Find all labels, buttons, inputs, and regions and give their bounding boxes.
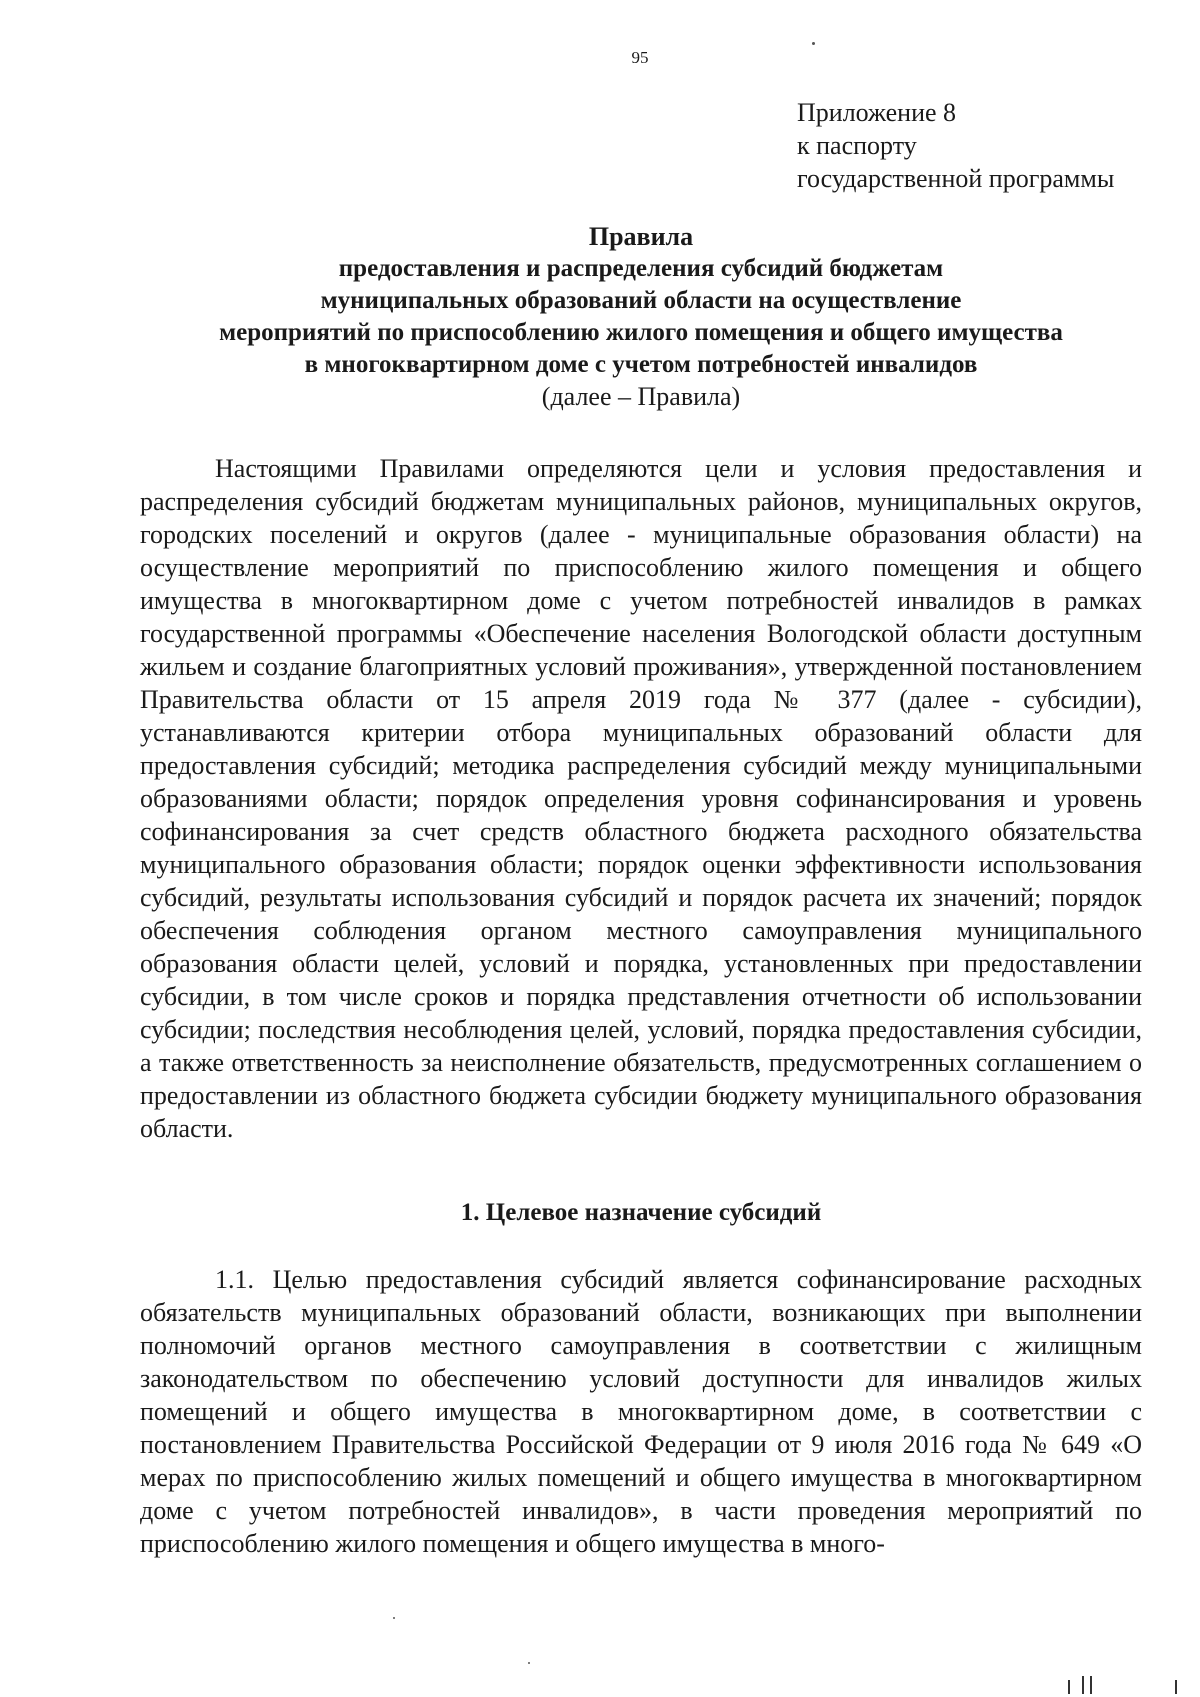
title-line-1: Правила (588, 222, 694, 251)
title-line-3: муниципальных образований области на осуществление (320, 287, 962, 314)
scan-edge-mark (1090, 1676, 1092, 1694)
appendix-line-1: Приложение 8 (797, 98, 957, 127)
title-line-2: предоставления и распределения субсидий бюджетам (338, 255, 944, 282)
scan-edge-mark (1068, 1680, 1070, 1694)
appendix-reference (797, 96, 1114, 195)
scan-speck (812, 42, 815, 45)
page-number: 95 (631, 48, 649, 67)
section-1-heading: 1. Целевое назначение субсидий (460, 1199, 822, 1226)
paragraph-1-1: 1.1. Целью предоставления субсидий является софинансирование расходных обязательств муниципальных образований области, возникающих при выполнении полномочий органов местного самоуправления в соответствии с жилищным законодательством по обеспечению условий доступности для инвалидов жилых помещений и общего имущества в многоквартирном доме, в соответствии с постановлением Правительства Российской Федерации от 9 июля 2016 года № 649 «О мерах по приспособлению жилых помещений и общего имущества в многоквартирном доме с учетом потребностей инвалидов», в части проведения мероприятий по приспособлению жилого помещения и общего имущества в много- (140, 1265, 1142, 1558)
title-line-4: мероприятий по приспособлению жилого помещения и общего имущества (219, 319, 1063, 346)
appendix-line-3: государственной программы (797, 164, 1115, 193)
title-note: (далее – Правила) (541, 382, 741, 411)
title-line-5: в многоквартирном доме с учетом потребностей инвалидов (304, 351, 978, 378)
appendix-line-2: к паспорту (797, 131, 917, 160)
scan-edge-mark (1082, 1676, 1084, 1694)
scan-speck (393, 1617, 395, 1619)
scan-edge-mark (1175, 1680, 1177, 1694)
document-title (140, 221, 1142, 413)
scan-speck (528, 1662, 530, 1664)
intro-paragraph: Настоящими Правилами определяются цели и условия предоставления и распределения субсидий бюджетам муниципальных районов, муниципальных округов, городских поселений и округов (далее - муниципальные образования области) на осуществление мероприятий по приспособлению жилого помещения и общего имущества в многоквартирном доме с учетом потребностей инвалидов в рамках государственной программы «Обеспечение населения Вологодской области доступным жильем и создание благоприятных условий проживания», утвержденной постановлением Правительства области от 15 апреля 2019 года № 377 (далее - субсидии), устанавливаются критерии отбора муниципальных образований области для предоставления субсидий; методика распределения субсидий между муниципальными образованиями области; порядок определения уровня софинансирования и уровень софинансирования за счет средств областного бюджета расходного обязательства муниципального образования области; порядок оценки эффективности использования субсидий, результаты использования субсидий и порядок расчета их значений; порядок обеспечения соблюдения органом местного самоуправления муниципального образования области целей, условий и порядка, установленных при предоставлении субсидии, в том числе сроков и порядка представления отчетности об использовании субсидии; последствия несоблюдения целей, условий, порядка предоставления субсидии, а также ответственность за неисполнение обязательств, предусмотренных соглашением о предоставлении из областного бюджета субсидии бюджету муниципального образования области. (140, 454, 1142, 1143)
